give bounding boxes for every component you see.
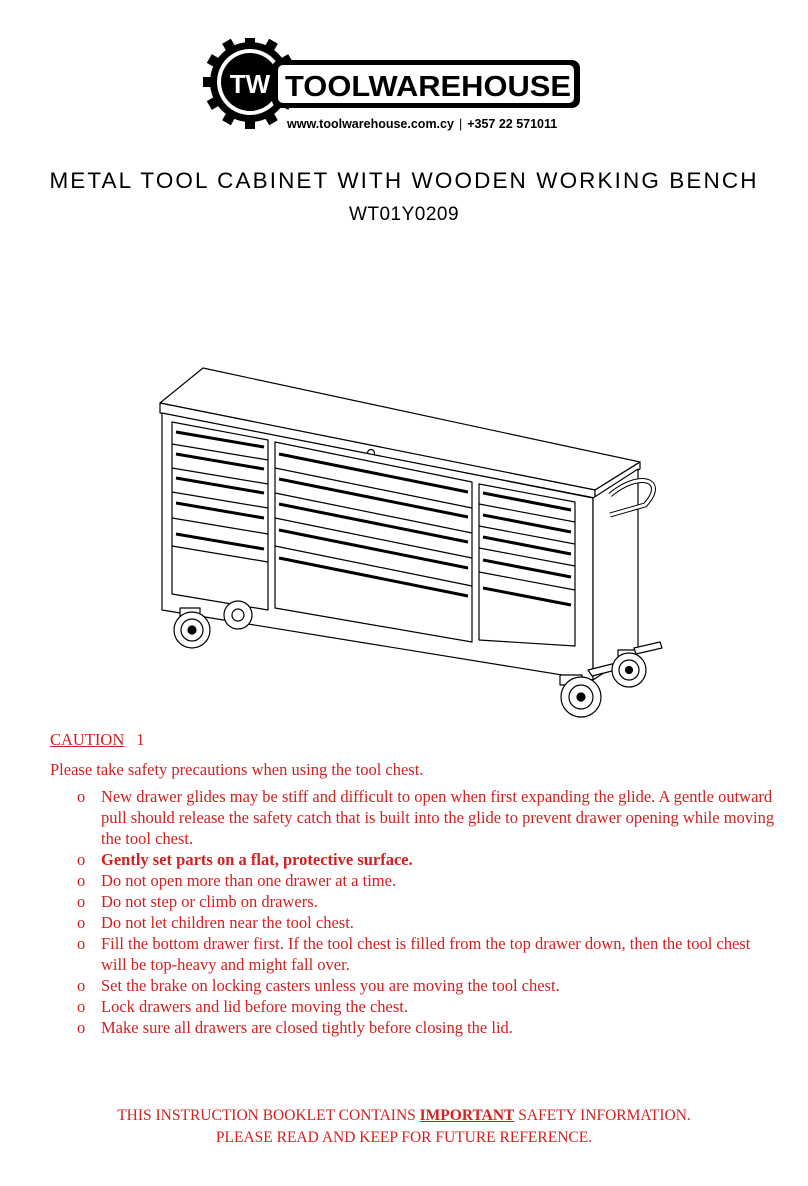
footer-line-1: THIS INSTRUCTION BOOKLET CONTAINS IMPORTANT SAFETY INFORMATION. xyxy=(117,1107,691,1124)
bullet: o xyxy=(77,934,86,953)
list-item: o Gently set parts on a flat, protective surface. xyxy=(77,850,413,869)
bullet: o xyxy=(77,787,86,806)
safety-footer xyxy=(0,1105,808,1149)
caution-number: 1 xyxy=(136,730,145,749)
bullet: o xyxy=(77,913,86,932)
caution-intro: Please take safety precautions when using the tool chest. xyxy=(50,760,424,779)
tool-cabinet-illustration xyxy=(140,350,680,730)
list-item: o Do not let children near the tool chest. xyxy=(77,913,354,932)
list-item: o Do not open more than one drawer at a time. xyxy=(77,871,397,890)
footer-line-2: PLEASE READ AND KEEP FOR FUTURE REFERENCE. xyxy=(215,1129,593,1146)
bullet: o xyxy=(77,892,86,911)
contact-separator: | xyxy=(458,117,463,131)
list-item: o New drawer glides may be stiff and difficult to open when first expanding the glide. A gentle outward pull should release the safety catch that is built into the glide to prevent drawer opening while moving the tool chest. xyxy=(77,787,775,848)
brand-mark: TW xyxy=(229,69,271,99)
brand-name: TOOLWAREHOUSE xyxy=(285,71,571,103)
phone-number: +357 22 571011 xyxy=(467,117,558,131)
list-item: o Set the brake on locking casters unless you are moving the tool chest. xyxy=(77,976,560,995)
website-link[interactable]: www.toolwarehouse.com.cy xyxy=(287,117,454,131)
list-item: o Lock drawers and lid before moving the chest. xyxy=(77,997,408,1016)
list-item: o Do not step or climb on drawers. xyxy=(77,892,318,911)
list-item: o Fill the bottom drawer first. If the tool chest is filled from the top drawer down, then the tool chest will be top-heavy and might fall over. xyxy=(77,934,751,974)
model-number: WT01Y0209 xyxy=(348,204,460,225)
brand-contact xyxy=(287,117,557,131)
bullet: o xyxy=(77,871,86,890)
important-text: IMPORTANT xyxy=(419,1107,515,1124)
list-item: o Make sure all drawers are closed tightly before closing the lid. xyxy=(77,1018,513,1037)
bullet: o xyxy=(77,850,86,869)
caution-heading xyxy=(50,730,145,750)
bullet: o xyxy=(77,976,86,995)
caution-list xyxy=(77,786,777,1038)
bullet: o xyxy=(77,1018,86,1037)
caution-label: CAUTION xyxy=(50,730,125,749)
bullet: o xyxy=(77,997,86,1016)
document-title: METAL TOOL CABINET WITH WOODEN WORKING BENCH xyxy=(49,168,759,193)
